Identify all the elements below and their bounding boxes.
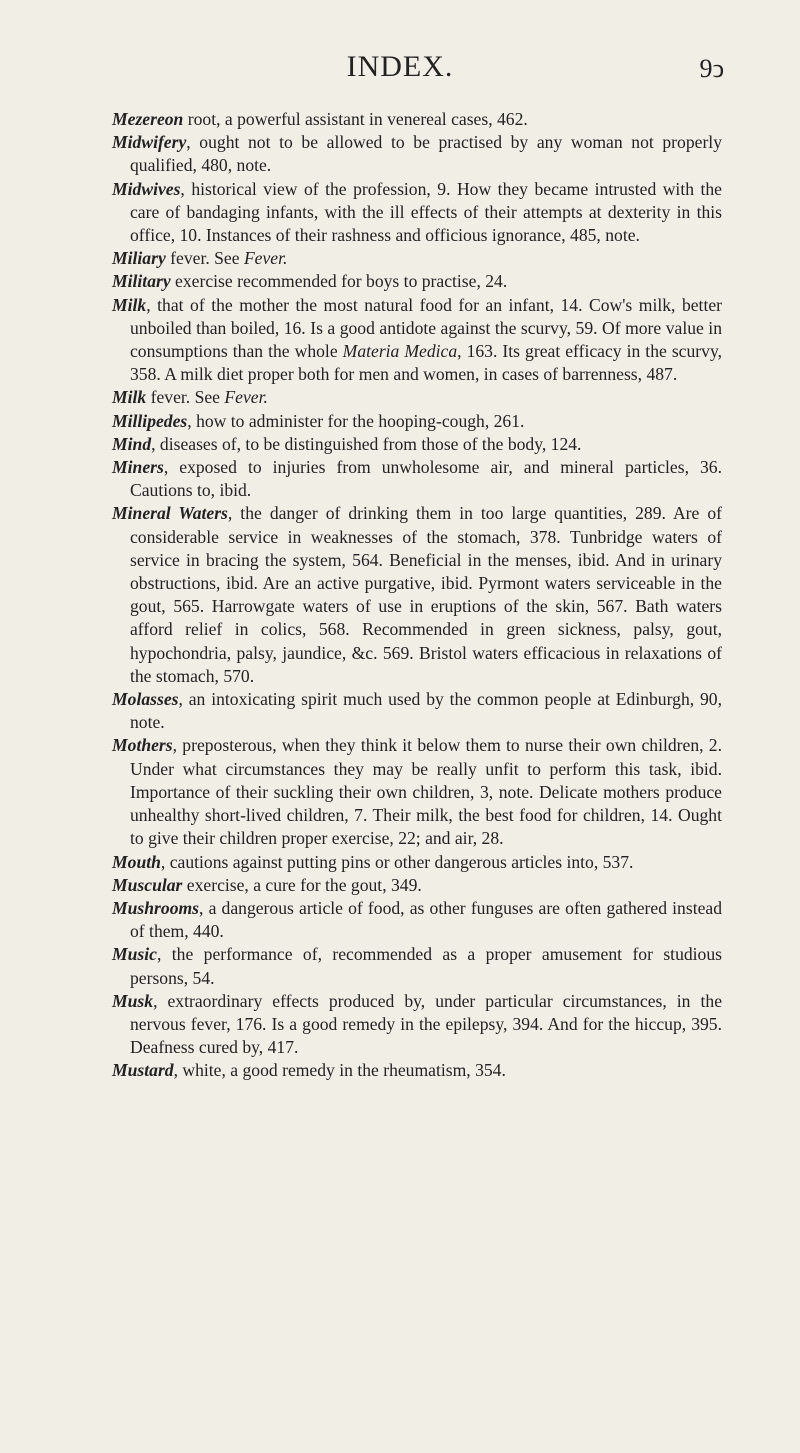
index-text-continued: , 163. Its great efficacy in the scurvy, 358. A milk diet proper both for men and women, in cases of barrenness, 487. [130,341,722,385]
index-term: Mouth [112,851,161,872]
index-text: , cautions against putting pins or other dangerous articles into, 537. [160,851,634,872]
index-term: Mineral Waters [112,503,228,524]
index-entry [112,734,722,850]
index-term: Muscular [112,874,183,895]
index-term: Music [112,944,157,965]
index-entry [112,943,722,989]
page-title: INDEX. [346,50,454,83]
index-text: , exposed to injuries from unwholesome air, and mineral particles, 36. Cautions to, ibid. [130,457,722,501]
index-entry [112,688,722,734]
index-entry [112,851,722,874]
index-entry [112,386,722,409]
index-entry [112,131,722,177]
index-text: , that of the mother the most natural food for an infant, 14. Cow's milk, better unboiled than boiled, 16. Is a good antidote against the scurvy, 59. Of more value in consumptions than the whole [130,294,722,362]
index-cross-reference: Fever. [243,248,288,269]
index-entries [112,108,722,1083]
index-term: Millipedes [112,410,188,431]
index-text: root, a powerful assistant in venereal cases, 462. [183,109,528,129]
index-text: , white, a good remedy in the rheumatism, 354. [173,1060,506,1081]
index-entry [112,456,722,502]
index-term: Musk [112,990,154,1011]
index-term: Mezereon [112,109,184,129]
index-text: , historical view of the profession, 9. How they became intrusted with the care of bandaging infants, with the ill effects of their attempts at dexterity in this office, 10. Instances of their rashness and officious ignorance, 485, note. [130,178,722,246]
index-text: exercise, a cure for the gout, 349. [182,874,422,895]
page-header [0,50,800,90]
index-term: Molasses [112,689,179,710]
index-entry [112,410,722,433]
index-entry [112,178,722,248]
index-text: , the danger of drinking them in too large quantities, 289. Are of considerable service in weaknesses of the stomach, 378. Tunbridge waters of service in bracing the system, 564. Beneficial in the menses, ibid. And in urinary obstructions, ibid. Are an active purgative, ibid. Pyrmont waters serviceable in the gout, 565. Harrowgate waters of use in eruptions of the skin, 567. Bath waters afford relief in colics, 568. Recommended in green sickness, palsy, gout, hypochondria, palsy, jaundice, &c. 569. Bristol waters efficacious in relaxations of the stomach, 570. [130,503,722,686]
index-term: Milk [112,294,147,315]
index-entry [112,294,722,387]
index-entry [112,874,722,897]
index-text: exercise recommended for boys to practise, 24. [170,271,508,292]
index-cross-reference: Materia Medica [342,341,458,362]
index-term: Mushrooms [112,897,200,918]
index-term: Midwives [112,178,181,199]
index-cross-reference: Fever. [224,387,268,408]
index-text: fever. See [146,387,225,408]
index-term: Military [112,271,171,292]
index-entry [112,990,722,1060]
index-text: , an intoxicating spirit much used by the common people at Edinburgh, 90, note. [130,689,722,733]
index-term: Midwifery [112,132,187,153]
index-term: Mothers [112,735,173,756]
index-text: , the performance of, recommended as a proper amusement for studious persons, 54. [130,944,722,988]
index-entry [112,1059,722,1082]
index-text: , ought not to be allowed to be practised by any woman not properly qualified, 480, note. [130,132,722,176]
index-text: , preposterous, when they think it below them to nurse their own children, 2. Under what circumstances they may be really unfit to perform this task, ibid. Importance of their suckling their own children, 3, note. Delicate mothers produce unhealthy short-lived children, 7. Their milk, the best food for children, 14. Ought to give their children proper exercise, 22; and air, 28. [130,735,722,849]
index-text: , diseases of, to be distinguished from those of the body, 124. [151,433,582,454]
index-text: fever. See [165,248,244,269]
index-entry [112,897,722,943]
index-entry [112,433,722,456]
index-entry [112,502,722,688]
index-entry [112,108,722,131]
index-term: Miliary [112,248,166,269]
index-term: Mustard [112,1060,174,1081]
index-text: , extraordinary effects produced by, under particular circumstances, in the nervous fever, 176. Is a good remedy in the epilepsy, 394. And for the hiccup, 395. Deafness cured by, 417. [130,990,722,1058]
index-entry [112,247,722,270]
page-number: 9ↄ [699,54,724,83]
index-text: , a dangerous article of food, as other funguses are often gathered instead of them, 440. [130,897,722,942]
index-term: Mind [112,433,152,454]
index-term: Miners [112,457,164,478]
index-term: Milk [112,387,147,408]
index-text: , how to administer for the hooping-cough, 261. [187,410,525,431]
index-entry [112,270,722,293]
